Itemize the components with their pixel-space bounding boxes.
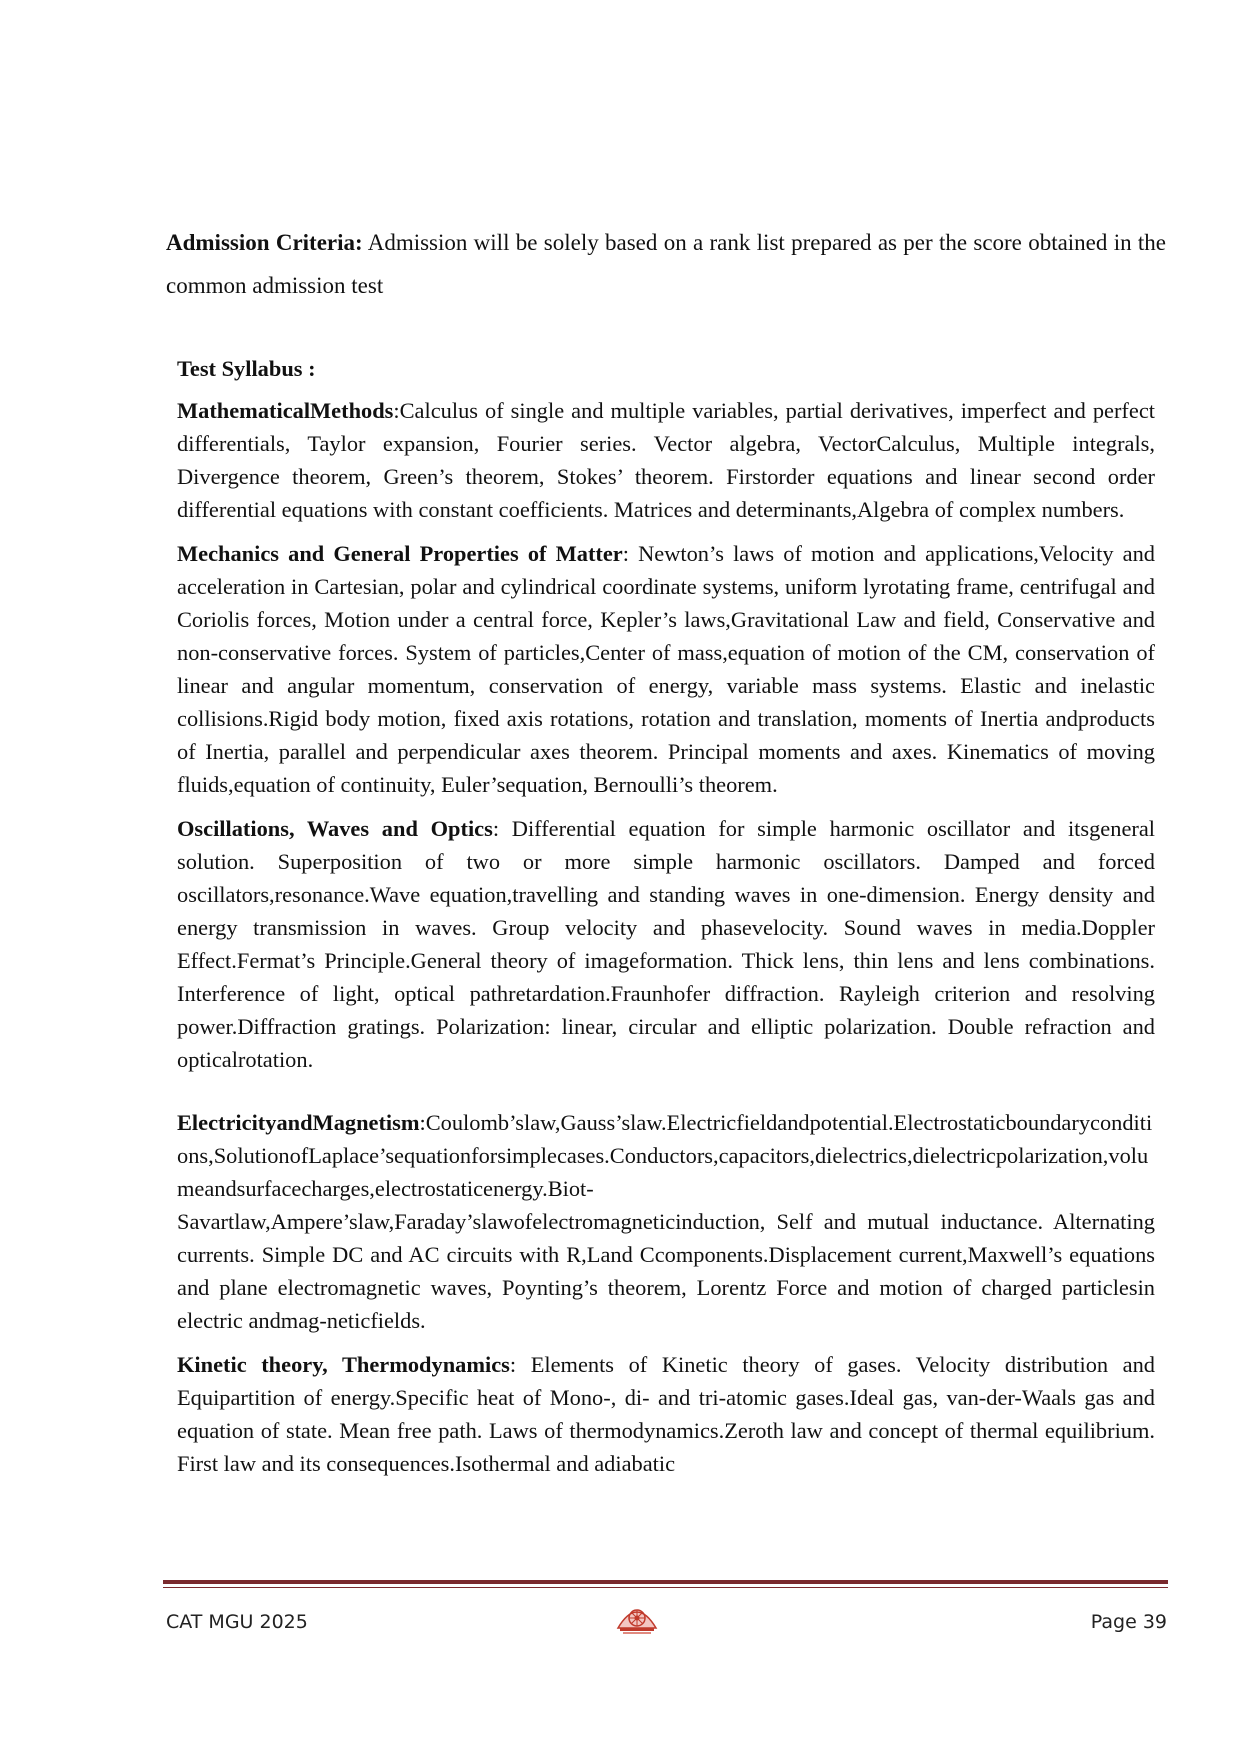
- section-title: Mechanics and General Properties of Matter: [177, 541, 623, 566]
- test-syllabus: [177, 352, 1155, 1491]
- footer-rule: [163, 1580, 1168, 1584]
- section-kinetic-theory: [177, 1348, 1155, 1480]
- section-text: : Newton’s laws of motion and applications,Velocity and acceleration in Cartesian, polar and cylindrical coordinate systems, uniform lyrotating frame, centrifugal and Coriolis forces, Motion under a central force, Kepler’s laws,Gravitational Law and field, Conservative and non-conservative forces. System of particles,Center of mass,equation of motion of the CM, conservation of linear and angular momentum, conservation of energy, variable mass systems. Elastic and inelastic collisions.Rigid body motion, fixed axis rotations, rotation and translation, moments of Inertia andproducts of Inertia, parallel and perpendicular axes theorem. Principal moments and axes. Kinematics of moving fluids,equation of continuity, Euler’sequation, Bernoulli’s theorem.: [177, 541, 1155, 797]
- section-oscillations-waves-optics: [177, 812, 1155, 1076]
- section-title: Kinetic theory, Thermodynamics: [177, 1352, 510, 1377]
- section-title: Oscillations, Waves and Optics: [177, 816, 493, 841]
- syllabus-heading: Test Syllabus :: [177, 356, 316, 381]
- admission-criteria-text: Admission will be solely based on a rank list prepared as per the score obtained in the common admission test: [166, 230, 1166, 298]
- footer-document-name: CAT MGU 2025: [166, 1611, 308, 1633]
- admission-criteria-paragraph: [166, 221, 1166, 307]
- footer-rule-thin: [163, 1587, 1168, 1588]
- footer-page-number: Page 39: [1090, 1611, 1167, 1633]
- section-text: : Elements of Kinetic theory of gases. Velocity distribution and Equipartition of energy.Specific heat of Mono-, di- and tri-atomic gases.Ideal gas, van-der-Waals gas and equation of state. Mean free path. Laws of thermodynamics.Zeroth law and concept of thermal equilibrium. First law and its consequences.Isothermal and adiabatic: [177, 1352, 1156, 1476]
- section-mathematical-methods: [177, 394, 1155, 526]
- admission-criteria-label: Admission Criteria:: [166, 230, 363, 255]
- section-electricity-magnetism: [177, 1106, 1155, 1337]
- section-text-part1: :Coulomb’slaw,Gauss’slaw.Electricfieldandpotential.Electrostaticboundaryconditions,SolutionofLaplace’sequationforsimplecases.Conductors,capacitors,dielectrics,dielectricpolarization,volumeandsurfacecharges,electrostaticenergy.Biot-: [177, 1110, 1153, 1201]
- section-text-part2: Savartlaw,Ampere’slaw,Faraday’slawofelectromagneticinduction, Self and mutual inductance. Alternating currents. Simple DC and AC circuits with R,Land Ccomponents.Displacement current,Maxwell’s equations and plane electromagnetic waves, Poynting’s theorem, Lorentz Force and motion of charged particlesin electric andmag-neticfields.: [177, 1209, 1155, 1333]
- section-mechanics: [177, 537, 1155, 801]
- section-text: : Differential equation for simple harmonic oscillator and itsgeneral solution. Superposition of two or more simple harmonic oscillators. Damped and forced oscillators,resonance.Wave equation,travelling and standing waves in one-dimension. Energy density and energy transmission in waves. Group velocity and phasevelocity. Sound waves in media.Doppler Effect.Fermat’s Principle.General theory of imageformation. Thick lens, thin lens and lens combinations. Interference of light, optical pathretardation.Fraunhofer diffraction. Rayleigh criterion and resolving power.Diffraction gratings. Polarization: linear, circular and elliptic polarization. Double refraction and opticalrotation.: [177, 816, 1155, 1072]
- section-title: MathematicalMethods: [177, 398, 394, 423]
- section-title: ElectricityandMagnetism: [177, 1110, 420, 1135]
- university-emblem-icon: [614, 1598, 660, 1636]
- section-text: :Calculus of single and multiple variables, partial derivatives, imperfect and perfect differentials, Taylor expansion, Fourier series. Vector algebra, VectorCalculus, Multiple integrals, Divergence theorem, Green’s theorem, Stokes’ theorem. Firstorder equations and linear second order differential equations with constant coefficients. Matrices and determinants,Algebra of complex numbers.: [177, 398, 1155, 522]
